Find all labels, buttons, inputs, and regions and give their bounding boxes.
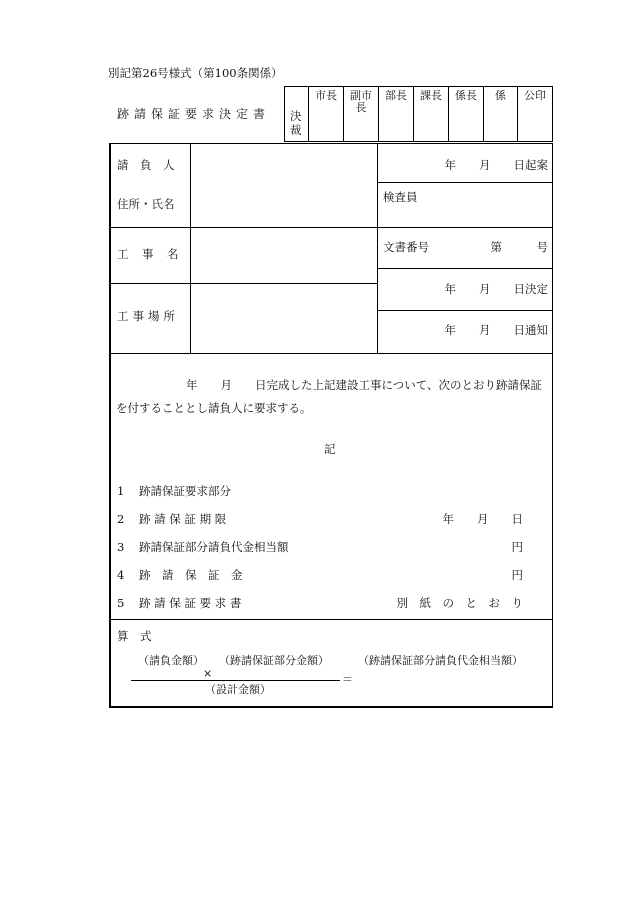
table-top-border: [109, 143, 553, 144]
item-value: 別 紙 の と お り: [396, 596, 523, 610]
contract-amount-label: （請負金額）: [138, 654, 204, 667]
item-number: 3: [117, 540, 125, 554]
item-number: 2: [117, 512, 125, 526]
notified-date: 年 月 日通知: [444, 323, 548, 337]
equals-symbol: ＝: [342, 673, 353, 686]
section-divider: [109, 353, 553, 354]
table-bottom-border: [109, 706, 553, 708]
times-symbol: ×: [203, 667, 213, 680]
item-number: 4: [117, 568, 125, 582]
formula-heading: 算 式: [117, 629, 152, 643]
fraction-bar: [131, 680, 340, 681]
label-column-divider: [190, 143, 191, 354]
item-number: 1: [117, 484, 125, 498]
result-label: （跡請保証部分請負代金相当額）: [358, 654, 523, 667]
work-place-label: 工事場所: [117, 309, 179, 323]
body-line-2: を付することとし請負人に要求する。: [116, 401, 312, 415]
approval-chief: 係長: [455, 89, 477, 102]
design-amount-label: （設計金額）: [205, 683, 271, 696]
form-title: 跡請保証要求決定書: [117, 107, 271, 121]
row-divider: [377, 227, 553, 228]
item-value: 年 月 日: [442, 512, 523, 526]
approval-bottom-border: [284, 141, 553, 142]
item-label: 跡請保証要求部分: [139, 484, 231, 498]
address-name-label: 住所・氏名: [117, 197, 175, 211]
row-divider: [109, 227, 378, 228]
approval-divider: [284, 86, 285, 142]
section-divider: [109, 619, 553, 620]
item-label: 跡請保証部分請負代金相当額: [139, 540, 289, 554]
row-divider: [377, 182, 553, 183]
ki-heading: 記: [324, 442, 336, 456]
kessai-label-1: 決: [290, 109, 302, 123]
row-divider: [109, 283, 378, 284]
work-name-label: 工 事 名: [117, 247, 180, 261]
inspector-label: 検査員: [383, 190, 418, 204]
partial-amount-label: （跡請保証部分金額）: [219, 654, 329, 667]
form-reference: 別記第26号様式（第100条関係）: [108, 66, 283, 80]
approval-staff: 係: [495, 89, 506, 102]
item-label: 跡 請 保 証 金: [139, 568, 243, 582]
doc-number-label: 文書番号: [383, 240, 429, 254]
item-label: 跡 請 保 証 要 求 書: [139, 596, 242, 610]
approval-official-seal: 公印: [524, 89, 546, 102]
approval-deputy-mayor: 副市長: [350, 89, 372, 114]
approval-section-head: 課長: [420, 89, 442, 102]
item-value: 円: [511, 540, 523, 554]
approval-department-head: 部長: [385, 89, 407, 102]
row-divider: [377, 310, 553, 311]
row-divider: [377, 268, 553, 269]
approval-top-border: [284, 86, 553, 87]
kessai-label-2: 裁: [290, 123, 302, 137]
decided-date: 年 月 日決定: [444, 282, 548, 296]
body-line-1: 年 月 日完成した上記建設工事について、次のとおり跡請保証: [186, 378, 543, 392]
item-label: 跡 請 保 証 期 限: [139, 512, 227, 526]
center-column-divider: [377, 143, 378, 354]
doc-number-suffix: 第 号: [490, 240, 548, 254]
approval-mayor: 市長: [315, 89, 337, 102]
contractor-label: 請 負 人: [117, 158, 175, 172]
item-number: 5: [117, 596, 125, 610]
approval-divider: [552, 86, 553, 142]
item-value: 円: [511, 568, 523, 582]
drafted-date: 年 月 日起案: [444, 158, 548, 172]
